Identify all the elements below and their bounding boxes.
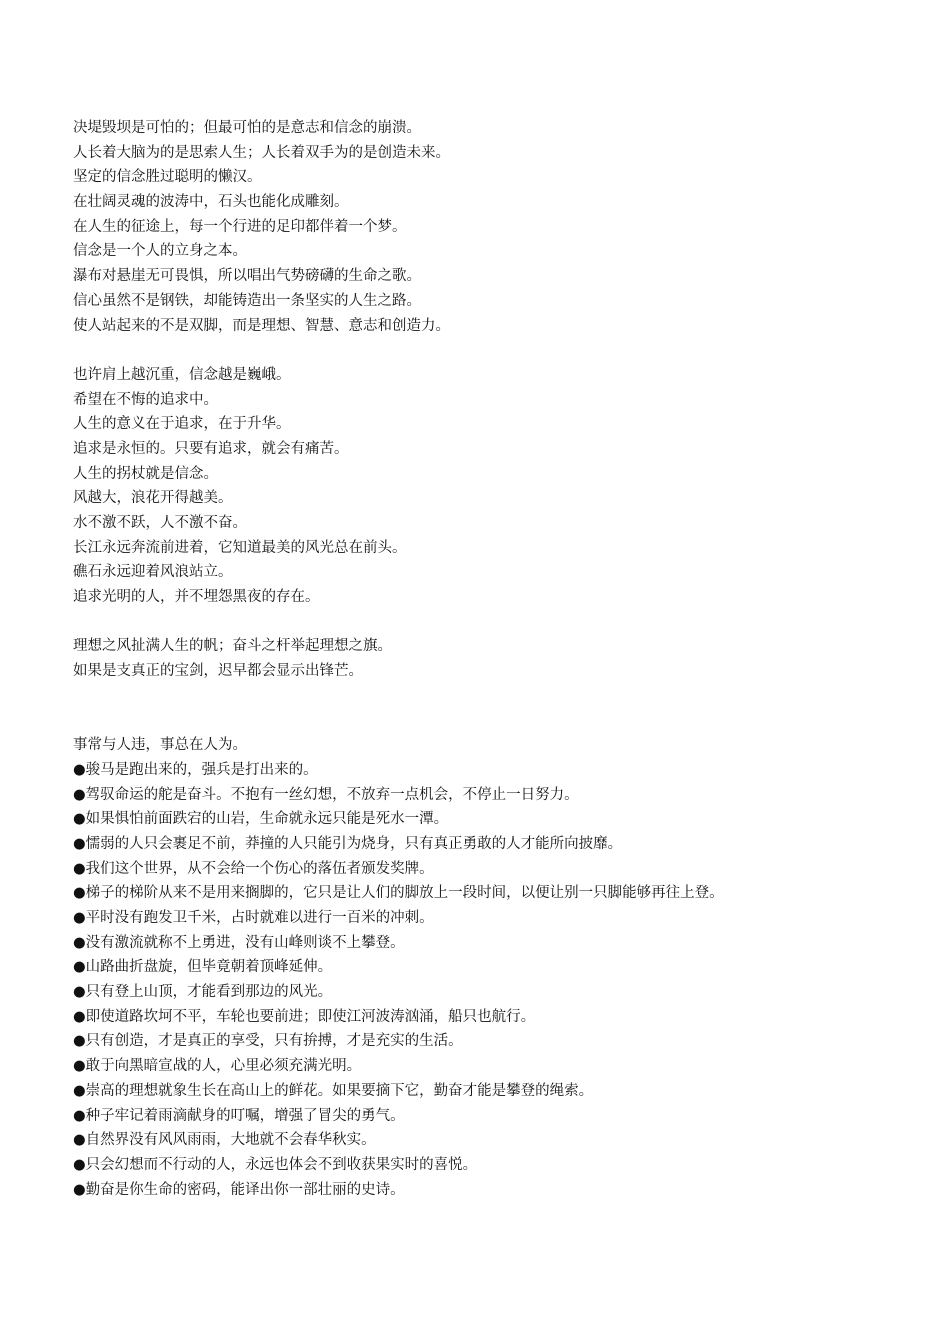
text-line: 追求是永恒的。只要有追求，就会有痛苦。 — [73, 440, 349, 457]
list-item: ●骏马是跑出来的，强兵是打出来的。 — [73, 761, 318, 778]
list-item: ●驾驭命运的舵是奋斗。不抱有一丝幻想，不放弃一点机会，不停止一日努力。 — [73, 786, 579, 803]
text-line: 坚定的信念胜过聪明的懒汉。 — [73, 169, 262, 186]
text-line: 使人站起来的不是双脚，而是理想、智慧、意志和创造力。 — [73, 317, 450, 334]
paragraph-block-4 — [73, 733, 913, 1202]
list-item: ●梯子的梯阶从来不是用来搁脚的，它只是让人们的脚放上一段时间，以便让别一只脚能够再往上登。 — [73, 885, 724, 902]
text-line: 在壮阔灵魂的波涛中，石头也能化成雕刻。 — [73, 194, 349, 211]
text-line: 如果是支真正的宝剑，迟早都会显示出锋芒。 — [73, 663, 363, 680]
list-item: ●懦弱的人只会裹足不前，莽撞的人只能引为烧身，只有真正勇敢的人才能所向披靡。 — [73, 835, 623, 852]
list-item: ●即使道路坎坷不平，车轮也要前进；即使江河波涛汹涌，船只也航行。 — [73, 1008, 536, 1025]
text-line: 人生的拐杖就是信念。 — [73, 465, 218, 482]
text-line: 在人生的征途上，每一个行进的足印都伴着一个梦。 — [73, 218, 407, 235]
text-line: 决堤毁坝是可怕的；但最可怕的是意志和信念的崩溃。 — [73, 120, 421, 136]
text-line: 礁石永远迎着风浪站立。 — [73, 564, 233, 581]
text-line: 人长着大脑为的是思索人生；人长着双手为的是创造未来。 — [73, 144, 450, 161]
list-item: ●只会幻想而不行动的人，永远也体会不到收获果实时的喜悦。 — [73, 1156, 478, 1173]
text-line: 理想之风扯满人生的帆；奋斗之杆举起理想之旗。 — [73, 638, 392, 655]
text-line: 信念是一个人的立身之本。 — [73, 243, 247, 260]
list-item: ●种子牢记着雨滴献身的叮嘱，增强了冒尖的勇气。 — [73, 1107, 405, 1124]
list-item: ●只有登上山顶，才能看到那边的风光。 — [73, 984, 333, 1001]
text-line: 瀑布对悬崖无可畏惧，所以唱出气势磅礴的生命之歌。 — [73, 268, 421, 285]
blank-line — [73, 610, 913, 635]
document-body — [73, 116, 913, 1202]
paragraph-block-1 — [73, 116, 913, 338]
list-item: ●如果惧怕前面跌宕的山岩，生命就永远只能是死水一潭。 — [73, 811, 449, 828]
text-line: 长江永远奔流前进着，它知道最美的风光总在前头。 — [73, 539, 407, 556]
list-item: ●崇高的理想就象生长在高山上的鲜花。如果要摘下它，勤奋才能是攀登的绳索。 — [73, 1082, 594, 1099]
text-line: 风越大，浪花开得越美。 — [73, 490, 233, 507]
list-item: ●自然界没有风风雨雨，大地就不会春华秋实。 — [73, 1132, 376, 1149]
text-line: 水不激不跃，人不激不奋。 — [73, 515, 247, 531]
text-line: 希望在不悔的追求中。 — [73, 391, 218, 408]
list-item: ●平时没有跑发卫千米，占时就难以进行一百米的冲刺。 — [73, 910, 434, 927]
blank-lines — [73, 684, 913, 733]
paragraph-block-2 — [73, 363, 913, 610]
list-item: ●没有激流就称不上勇进，没有山峰则谈不上攀登。 — [73, 934, 405, 951]
blank-line — [73, 338, 913, 363]
list-item: ●我们这个世界，从不会给一个伤心的落伍者颁发奖牌。 — [73, 860, 434, 877]
text-line: 事常与人违，事总在人为。 — [73, 737, 247, 754]
text-line: 也许肩上越沉重，信念越是巍峨。 — [73, 366, 291, 383]
list-item: ●只有创造，才是真正的享受，只有拚搏，才是充实的生活。 — [73, 1033, 463, 1050]
list-item: ●勤奋是你生命的密码，能译出你一部壮丽的史诗。 — [73, 1181, 405, 1198]
paragraph-block-3 — [73, 634, 913, 683]
text-line: 人生的意义在于追求，在于升华。 — [73, 416, 291, 433]
text-line: 信心虽然不是钢铁，却能铸造出一条坚实的人生之路。 — [73, 292, 421, 309]
text-line: 追求光明的人，并不埋怨黑夜的存在。 — [73, 589, 320, 606]
list-item: ●敢于向黑暗宣战的人，心里必须充满光明。 — [73, 1058, 362, 1075]
list-item: ●山路曲折盘旋，但毕竟朝着顶峰延伸。 — [73, 959, 333, 976]
